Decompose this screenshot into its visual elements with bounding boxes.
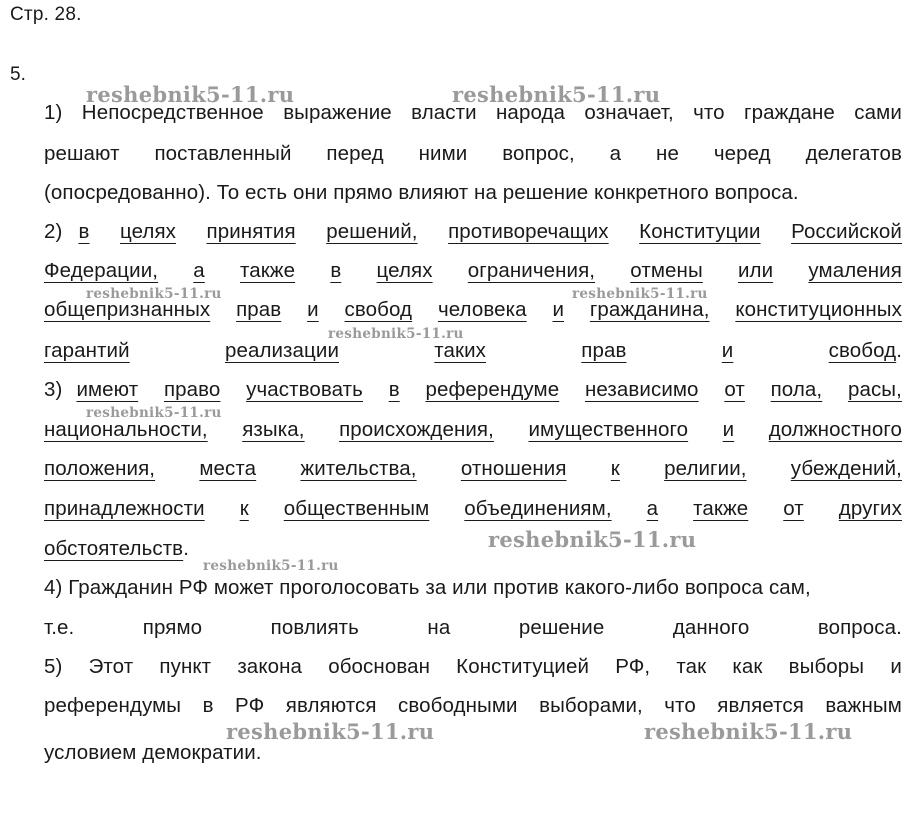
word: к	[610, 457, 620, 480]
word: конституционных	[735, 298, 902, 321]
word: принадлежности	[44, 497, 205, 520]
answer-line-8	[44, 377, 902, 403]
watermark: reshebnik5-11.ru	[86, 82, 295, 107]
word: принятия	[206, 220, 296, 243]
word: и	[722, 418, 735, 441]
word: ними	[418, 142, 468, 165]
page-header: Стр. 28.	[10, 4, 82, 25]
word: референдуме	[425, 378, 560, 401]
word: и	[307, 298, 319, 321]
answer-line-2	[44, 141, 902, 167]
word: перед	[326, 142, 384, 165]
watermark: reshebnik5-11.ru	[328, 326, 464, 342]
answer-line-5	[44, 258, 902, 284]
answer-line-13: 4) Гражданин РФ может проголосовать за или против какого-либо вопроса сам,	[44, 576, 811, 599]
word: также	[693, 497, 749, 520]
word: решений,	[326, 220, 418, 243]
word: национальности,	[44, 418, 208, 441]
word: 5)	[44, 655, 63, 678]
word: отношения	[460, 457, 567, 480]
word: являются	[285, 694, 377, 717]
word: прав	[236, 298, 282, 321]
word: реализации	[224, 339, 339, 362]
word: повлиять	[270, 616, 359, 639]
watermark: reshebnik5-11.ru	[226, 719, 435, 744]
word: референдумы	[44, 694, 182, 717]
word: умаления	[808, 259, 902, 282]
watermark: reshebnik5-11.ru	[572, 286, 708, 302]
word: прямо	[142, 616, 203, 639]
word: таких	[434, 339, 487, 362]
word: независимо	[584, 378, 699, 401]
word: вопроса.	[817, 616, 902, 639]
word: черед	[713, 142, 771, 165]
word: пункт	[159, 655, 212, 678]
word: в	[202, 694, 214, 717]
word: вопрос,	[502, 142, 575, 165]
word: на	[427, 616, 451, 639]
word: имеют	[76, 378, 139, 401]
word: участвовать	[246, 378, 363, 401]
word: целях	[376, 259, 433, 282]
word: в	[330, 259, 342, 282]
word: к	[239, 497, 249, 520]
word: РФ,	[615, 655, 651, 678]
word: отмены	[630, 259, 703, 282]
word: в	[388, 378, 400, 401]
answer-line-15	[44, 654, 902, 680]
word: или	[738, 259, 774, 282]
word: является	[717, 694, 804, 717]
word: решение	[518, 616, 605, 639]
word: происхождения,	[339, 418, 494, 441]
word: граждане	[744, 101, 835, 124]
word: Конституцией	[456, 655, 590, 678]
answer-line-4-underlined	[78, 219, 902, 245]
watermark: reshebnik5-11.ru	[488, 527, 697, 552]
word: убеждений,	[790, 457, 902, 480]
answer-line-3: (опосредованно). То есть они прямо влияют на решение конкретного вопроса.	[44, 181, 799, 204]
word: делегатов	[805, 142, 902, 165]
answer-line-7-period: .	[896, 339, 902, 362]
word: жительства,	[300, 457, 417, 480]
word: также	[239, 259, 296, 282]
answer-line-7-underlined	[44, 338, 896, 364]
word: выборы	[788, 655, 865, 678]
word: свободными	[398, 694, 518, 717]
watermark: reshebnik5-11.ru	[203, 558, 339, 574]
word: Непосредственное	[81, 101, 264, 124]
word: а	[609, 142, 622, 165]
answer-line-11	[44, 496, 902, 522]
watermark: reshebnik5-11.ru	[452, 82, 661, 107]
word: РФ	[235, 694, 265, 717]
word: а	[646, 497, 659, 520]
word: и	[890, 655, 902, 678]
answer-line-12-period: .	[183, 537, 189, 560]
watermark: reshebnik5-11.ru	[644, 719, 853, 744]
word: должностного	[768, 418, 902, 441]
word: гражданина,	[589, 298, 710, 321]
word: т.е.	[44, 616, 75, 639]
watermark: reshebnik5-11.ru	[86, 405, 222, 421]
word: от	[783, 497, 804, 520]
word: так	[676, 655, 707, 678]
word: религии,	[664, 457, 747, 480]
word: Этот	[88, 655, 134, 678]
word: 1)	[44, 101, 63, 124]
word: объединениям,	[464, 497, 612, 520]
word: Федерации,	[44, 259, 159, 282]
word: Конституции	[639, 220, 761, 243]
answer-line-12	[44, 536, 902, 562]
word: поставленный	[154, 142, 292, 165]
word: языка,	[242, 418, 305, 441]
word: от	[724, 378, 745, 401]
word: свобод	[828, 339, 897, 362]
word: свобод	[344, 298, 413, 321]
answer-line-8-underlined	[76, 377, 902, 403]
word: сами	[854, 101, 902, 124]
task-number: 5.	[10, 64, 26, 85]
word: и	[721, 339, 734, 362]
word: как	[732, 655, 763, 678]
word: выражение	[283, 101, 392, 124]
word: противоречащих	[448, 220, 609, 243]
word: гарантий	[44, 339, 130, 362]
answer-line-16	[44, 693, 902, 719]
answer-line-4	[44, 219, 902, 245]
watermark: reshebnik5-11.ru	[86, 286, 222, 302]
word: данного	[672, 616, 750, 639]
word: имущественного	[528, 418, 689, 441]
word: выборами,	[539, 694, 643, 717]
word: прав	[581, 339, 627, 362]
word: других	[838, 497, 902, 520]
item-number-2: 2)	[44, 220, 63, 243]
word: обоснован	[328, 655, 431, 678]
word: власти	[411, 101, 477, 124]
word: решают	[44, 142, 120, 165]
word: закона	[237, 655, 303, 678]
word: места	[199, 457, 257, 480]
word: важным	[825, 694, 902, 717]
word: общепризнанных	[44, 298, 211, 321]
item-number-3: 3)	[44, 378, 63, 401]
answer-line-14	[44, 615, 902, 641]
word: что	[693, 101, 725, 124]
word: ограничения,	[467, 259, 596, 282]
word: целях	[119, 220, 177, 243]
word: что	[664, 694, 696, 717]
word: пола,	[770, 378, 823, 401]
word: расы,	[847, 378, 902, 401]
word: означает,	[584, 101, 674, 124]
answer-line-17: условием демократии.	[44, 741, 262, 764]
word: положения,	[44, 457, 156, 480]
word: общественным	[283, 497, 430, 520]
word: право	[163, 378, 221, 401]
word: не	[656, 142, 679, 165]
word: человека	[437, 298, 527, 321]
word: а	[193, 259, 205, 282]
answer-line-10	[44, 456, 902, 482]
answer-line-7	[44, 338, 902, 364]
word: в	[78, 220, 90, 243]
answer-line-12-underlined: обстоятельств	[44, 537, 184, 560]
word: и	[552, 298, 565, 321]
word: народа	[496, 101, 566, 124]
word: Российской	[791, 220, 902, 243]
